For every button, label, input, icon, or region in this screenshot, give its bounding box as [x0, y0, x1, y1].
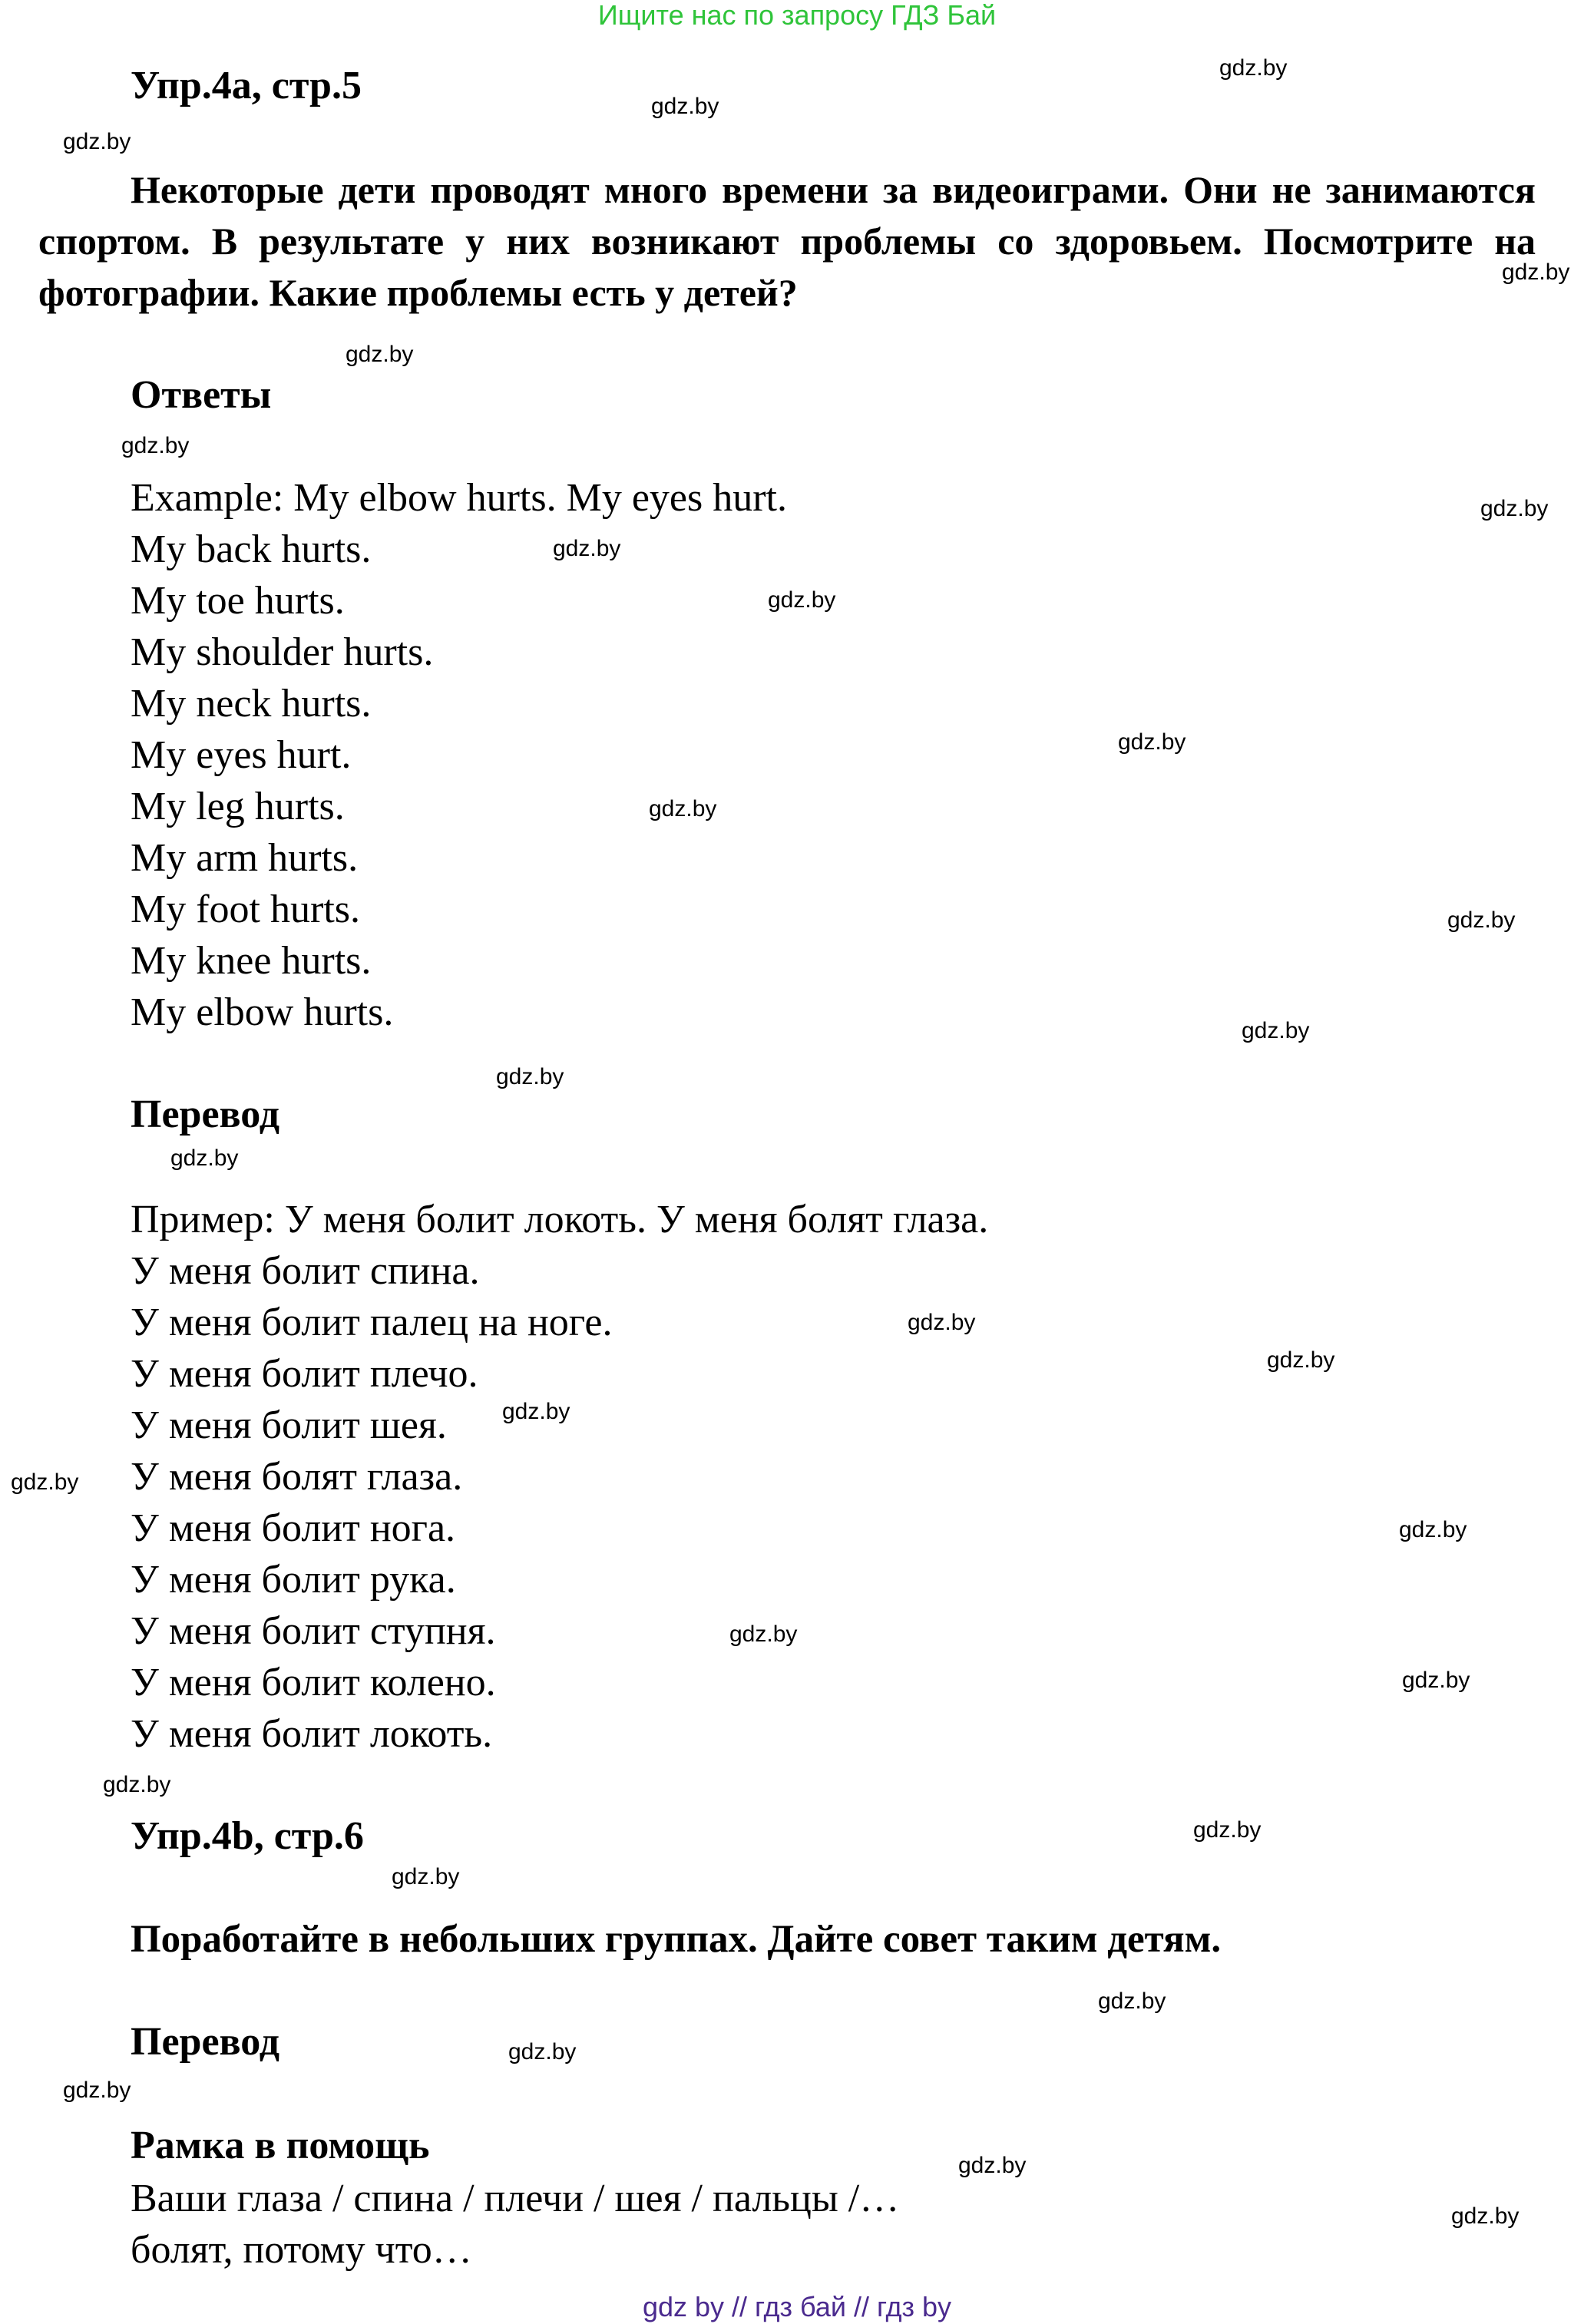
answer-line: My back hurts.: [131, 527, 372, 571]
translation-line: У меня болит спина.: [131, 1249, 480, 1293]
watermark: gdz.by: [1399, 1517, 1467, 1542]
translation-line: У меня болит локоть.: [131, 1712, 493, 1756]
watermark: gdz.by: [958, 2153, 1027, 2178]
watermark: gdz.by: [1447, 907, 1516, 933]
translation-line: У меня болит рука.: [131, 1558, 456, 1602]
translation-line: У меня болит нога.: [131, 1506, 456, 1550]
watermark: gdz.by: [392, 1864, 460, 1889]
exercise-4b-task: Поработайте в небольших группах. Дайте совет таким детям.: [131, 1918, 1222, 1961]
answer-line: My eyes hurt.: [131, 733, 352, 777]
watermark: gdz.by: [103, 1772, 171, 1797]
translation-line: У меня болит ступня.: [131, 1609, 496, 1653]
answer-line: My toe hurts.: [131, 579, 345, 623]
watermark: gdz.by: [496, 1064, 564, 1089]
watermark: gdz.by: [1402, 1668, 1470, 1693]
exercise-4b-translation-heading: Перевод: [131, 2020, 280, 2064]
exercise-4a-heading: Упр.4a, стр.5: [131, 64, 362, 107]
helpbox-line: Ваши глаза / спина / плечи / шея / пальцы /…: [131, 2177, 900, 2220]
translation-line: У меня болит колено.: [131, 1661, 496, 1704]
watermark: gdz.by: [11, 1469, 79, 1495]
watermark: gdz.by: [649, 796, 717, 821]
answer-line: My elbow hurts.: [131, 990, 394, 1034]
footer-links: gdz by // гдз бай // гдз by: [642, 2291, 952, 2322]
answer-line: My knee hurts.: [131, 939, 372, 983]
watermark: gdz.by: [508, 2039, 577, 2064]
top-banner: Ищите нас по запросу ГДЗ Бай: [597, 0, 997, 31]
watermark: gdz.by: [553, 536, 621, 561]
exercise-4a-task: Некоторые дети проводят много времени за видеоиграми. Они не занимаются спортом. В результате у них возникают проблемы со здоровьем. Посмотрите на фотографии. Какие проблемы есть у детей?: [38, 168, 1536, 314]
watermark: gdz.by: [1480, 496, 1549, 521]
watermark: gdz.by: [1242, 1018, 1310, 1043]
translation-heading: Перевод: [131, 1093, 280, 1136]
answer-line: My leg hurts.: [131, 785, 345, 828]
translation-line: У меня болит шея.: [131, 1403, 447, 1447]
watermark: gdz.by: [1219, 55, 1288, 81]
answer-line: My arm hurts.: [131, 836, 359, 880]
answer-line: My neck hurts.: [131, 682, 372, 726]
exercise-4b-heading: Упр.4b, стр.6: [131, 1814, 364, 1858]
watermark: gdz.by: [908, 1310, 976, 1335]
watermark: gdz.by: [1267, 1347, 1335, 1373]
watermark: gdz.by: [1193, 1817, 1262, 1843]
watermark: gdz.by: [1098, 1988, 1166, 2014]
translation-line: У меня болят глаза.: [131, 1455, 463, 1499]
watermark: gdz.by: [63, 2078, 131, 2103]
watermark: gdz.by: [121, 433, 190, 458]
watermark: gdz.by: [1502, 260, 1570, 285]
translation-line: У меня болит палец на ноге.: [131, 1301, 613, 1344]
answer-line: My shoulder hurts.: [131, 630, 434, 674]
answer-line: My foot hurts.: [131, 888, 360, 931]
watermark: gdz.by: [170, 1145, 239, 1171]
helpbox-line: болят, потому что…: [131, 2228, 472, 2272]
helpbox-heading: Рамка в помощь: [131, 2124, 430, 2167]
watermark: gdz.by: [346, 342, 414, 367]
translation-line: Пример: У меня болит локоть. У меня болят глаза.: [131, 1198, 989, 1241]
translation-line: У меня болит плечо.: [131, 1352, 478, 1396]
watermark: gdz.by: [729, 1622, 798, 1647]
watermark: gdz.by: [651, 94, 719, 119]
watermark: gdz.by: [1118, 729, 1186, 755]
watermark: gdz.by: [768, 587, 836, 613]
watermark: gdz.by: [63, 129, 131, 154]
answers-heading: Ответы: [131, 373, 272, 417]
watermark: gdz.by: [1451, 2203, 1520, 2229]
watermark: gdz.by: [502, 1399, 570, 1424]
answer-line: Example: My elbow hurts. My eyes hurt.: [131, 476, 787, 520]
